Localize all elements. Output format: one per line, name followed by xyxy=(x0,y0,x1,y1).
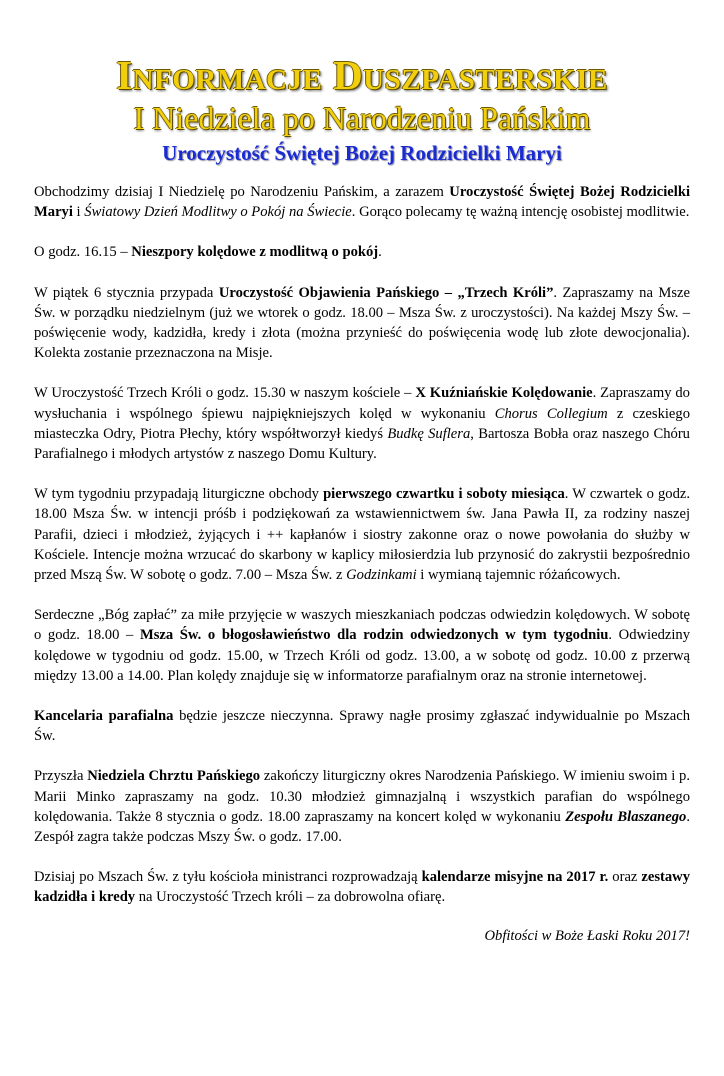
bulletin-page xyxy=(0,52,724,1076)
paragraph-3: W piątek 6 stycznia przypada Uroczystość Objawienia Pańskiego – „Trzech Króli”. Zapraszamy na Msze Św. w porządku niedzielnym (już we wtorek o godz. 18.00 – Msza Św. z uroczystości). Na każdej Mszy Św. – poświęcenie wody, kadzidła, kredy i złota (można przynieść do poświęcenia wodę lub złote dewocjonalia). Kolekta zostanie przeznaczona na Misje. xyxy=(34,284,690,362)
paragraph-2: O godz. 16.15 – Nieszpory kolędowe z modlitwą o pokój. xyxy=(34,244,382,261)
announcements xyxy=(34,182,690,946)
paragraph-8: Przyszła Niedziela Chrztu Pańskiego zakończy liturgiczny okres Narodzenia Pańskiego. W imieniu swoim i p. Marii Minko zapraszamy na godz. 10.30 młodzież gimnazjalną i wszystkich parafian do wspólnego kolędowania. Także 8 stycznia o godz. 18.00 zapraszamy na koncert kolęd w wykonaniu Zespołu Blaszanego. Zespół zagra także podczas Mszy Św. o godz. 17.00. xyxy=(34,768,691,846)
page-subtitle: I Niedziela po Narodzeniu Pańskim xyxy=(133,100,591,136)
closing-wish: Obfitości w Boże Łaski Roku 2017! xyxy=(484,927,690,944)
paragraph-9: Dzisiaj po Mszach Św. z tyłu kościoła ministranci rozprowadzają kalendarze misyjne na 2017 r. oraz zestawy kadzidła i kredy na Uroczystość Trzech króli – za dobrowolna ofiarę. xyxy=(34,869,690,906)
paragraph-7: Kancelaria parafialna będzie jeszcze nieczynna. Sprawy nagłe prosimy zgłaszać indywidualnie po Mszach Św. xyxy=(34,708,690,745)
paragraph-1: Obchodzimy dzisiaj I Niedzielę po Narodzeniu Pańskim, a zarazem Uroczystość Świętej Bożej Rodzicielki Maryi i Światowy Dzień Modlitwy o Pokój na Świecie. Gorąco polecamy tę ważną intencję osobistej modlitwie. xyxy=(34,184,690,221)
paragraph-5: W tym tygodniu przypadają liturgiczne obchody pierwszego czwartku i soboty miesiąca. W czwartek o godz. 18.00 Msza Św. w intencji próśb i podziękowań za wstawiennictwem św. Jana Pawła II, za rodziny naszej Parafii, dzieci i młodzież, żyjących i ++ kapłanów i siostry zakonne oraz o nowe powołania do służby w Kościele. Intencje można wrzucać do skarbony w kaplicy miłosierdzia lub przynosić do zakrystii bezpośrednio przed Mszą Św. W sobotę o godz. 7.00 – Msza Św. z Godzinkami i wymianą tajemnic różańcowych. xyxy=(34,486,691,584)
feast-title: Uroczystość Świętej Bożej Rodzicielki Maryi xyxy=(162,141,562,165)
page-title: Informacje Duszpasterskie xyxy=(116,52,608,98)
paragraph-4: W Uroczystość Trzech Króli o godz. 15.30 w naszym kościele – X Kuźniańskie Kolędowanie. Zapraszamy do wysłuchania i wspólnego śpiewu najpiękniejszych kolęd w wykonaniu Chorus Collegium z czeskiego miasteczka Odry, Piotra Płechy, który współtworzył kiedyś Budkę Suflera, Bartosza Bobła oraz naszego Chóru Parafialnego i młodych artystów z naszego Domu Kultury. xyxy=(34,385,690,463)
paragraph-6: Serdeczne „Bóg zapłać” za miłe przyjęcie w waszych mieszkaniach podczas odwiedzin kolędowych. W sobotę o godz. 18.00 – Msza Św. o błogosławieństwo dla rodzin odwiedzonych w tym tygodniu. Odwiedziny kolędowe w tygodniu od godz. 15.00, w Trzech Króli od godz. 13.00, a w sobotę od godz. 10.00 z przerwą między 13.00 a 14.00. Plan kolędy znajduje się w informatorze parafialnym oraz na stronie internetowej. xyxy=(34,607,690,684)
